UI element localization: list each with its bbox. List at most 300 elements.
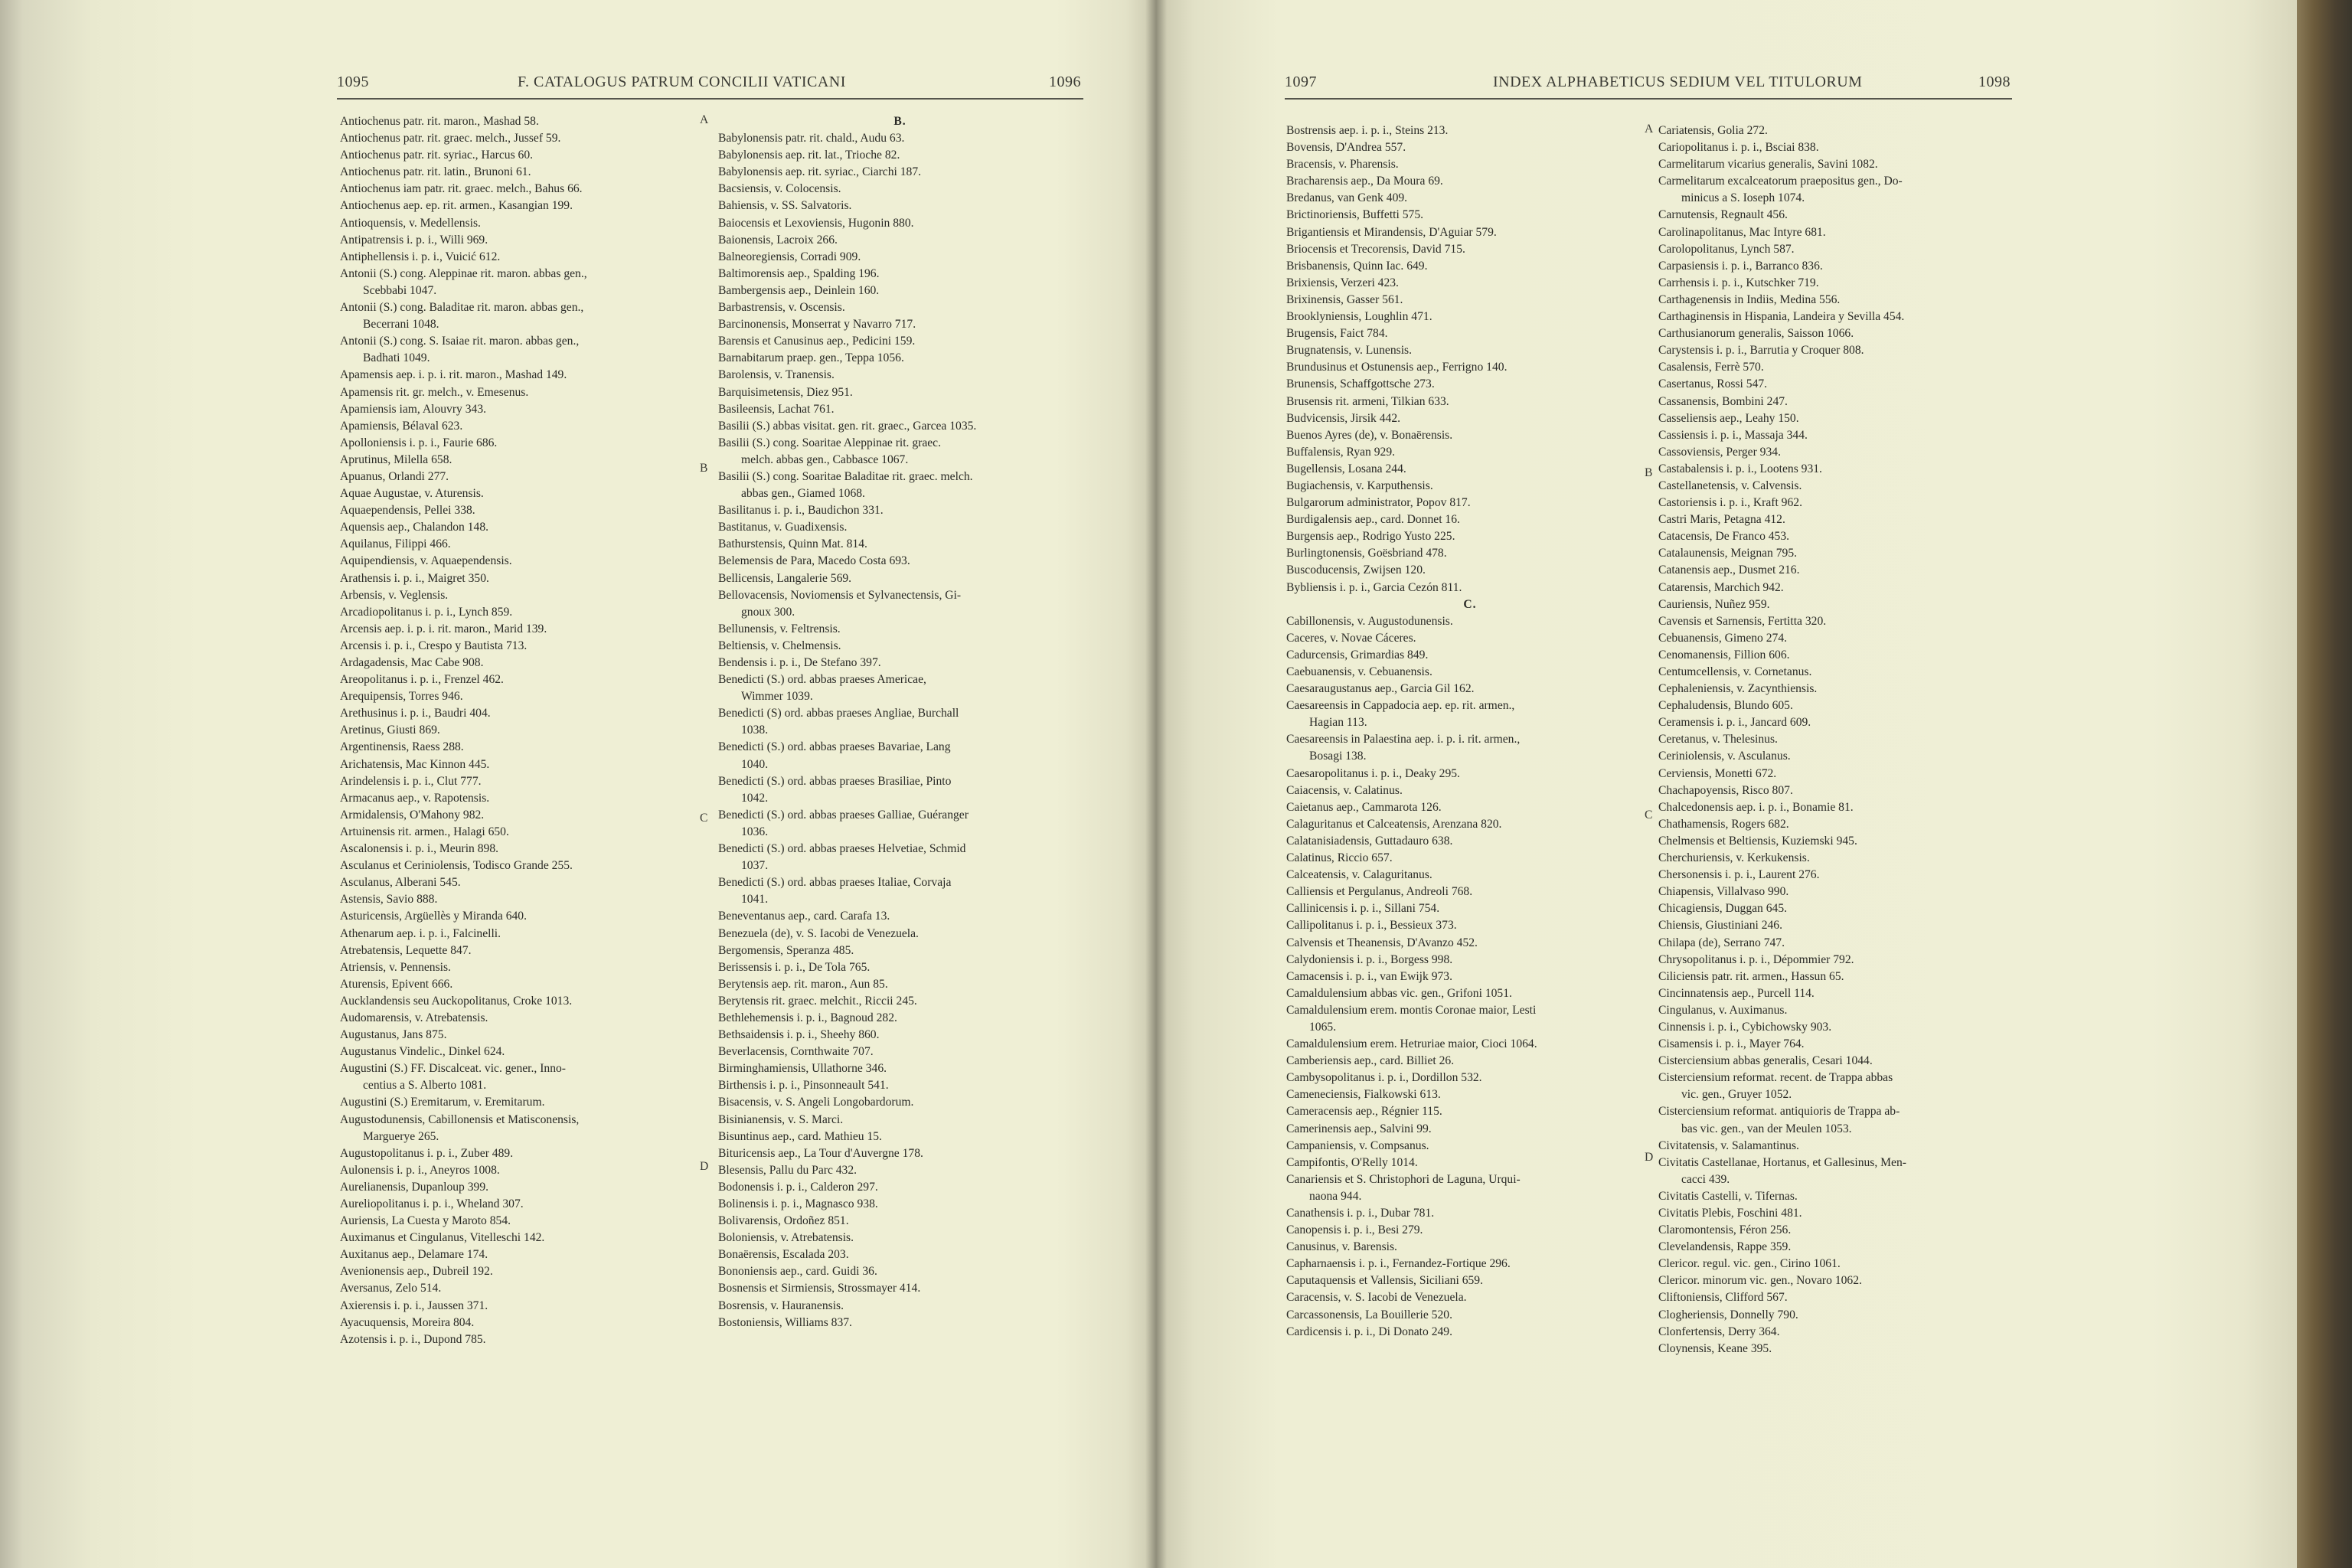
- index-entry: Babylonensis aep. rit. syriac., Ciarchi 187.: [718, 165, 922, 179]
- index-entry: Calceatensis, v. Calaguritanus.: [1286, 868, 1432, 882]
- index-entry: Cariopolitanus i. p. i., Bsciai 838.: [1658, 141, 1819, 155]
- index-entry: Benezuela (de), v. S. Iacobi de Venezuela.: [718, 926, 919, 940]
- index-entry: Castabalensis i. p. i., Lootens 931.: [1658, 462, 1822, 475]
- index-entry: Augustanus, Jans 875.: [340, 1028, 447, 1042]
- index-entry: Argentinensis, Raess 288.: [340, 740, 464, 754]
- index-entry: Civitatis Castelli, v. Tifernas.: [1658, 1189, 1798, 1203]
- index-entry: Bosrensis, v. Hauranensis.: [718, 1298, 844, 1312]
- index-entry: Cliftoniensis, Clifford 567.: [1658, 1291, 1788, 1305]
- header-rule: [337, 98, 1083, 100]
- index-entry: Bugiachensis, v. Karputhensis.: [1286, 479, 1433, 492]
- index-entry: Brundusinus et Ostunensis aep., Ferrigno 140.: [1286, 361, 1508, 374]
- page-number-1095: 1095: [337, 74, 369, 90]
- right-page-column-1: [1286, 122, 1654, 1341]
- index-entry: Civitatis Plebis, Foschini 481.: [1658, 1207, 1802, 1220]
- index-entry: Arindelensis i. p. i., Clut 777.: [340, 774, 482, 788]
- index-entry: Canusinus, v. Barensis.: [1286, 1240, 1397, 1254]
- index-entry: Bugellensis, Losana 244.: [1286, 462, 1406, 475]
- index-entry: Arbensis, v. Veglensis.: [340, 588, 449, 602]
- index-entry: Cameneciensis, Fialkowski 613.: [1286, 1088, 1441, 1102]
- margin-letter-a: A: [700, 113, 709, 126]
- index-entry: Chalcedonensis aep. i. p. i., Bonamie 81.: [1658, 800, 1854, 814]
- header-rule: [1285, 98, 2012, 100]
- index-entry: Bracensis, v. Pharensis.: [1286, 158, 1399, 172]
- index-entry: Avenionensis aep., Dubreil 192.: [340, 1265, 493, 1279]
- index-entry: Scebbabi 1047.: [363, 283, 437, 297]
- section-heading: B.: [893, 115, 906, 128]
- index-entry: Carolinapolitanus, Mac Intyre 681.: [1658, 225, 1826, 239]
- index-entry: Bybliensis i. p. i., Garcia Cezón 811.: [1286, 580, 1462, 594]
- page-number-1096: 1096: [1049, 74, 1081, 90]
- index-entry: Arathensis i. p. i., Maigret 350.: [340, 571, 489, 585]
- index-entry: Burlingtonensis, Goësbriand 478.: [1286, 547, 1447, 560]
- index-entry: Carnutensis, Regnault 456.: [1658, 208, 1788, 222]
- index-entry: Bonaërensis, Escalada 203.: [718, 1248, 849, 1262]
- index-entry: Aulonensis i. p. i., Aneyros 1008.: [340, 1163, 500, 1177]
- index-entry: Bacsiensis, v. Colocensis.: [718, 182, 841, 196]
- section-heading: C.: [1463, 597, 1477, 611]
- index-entry: Campifontis, O'Relly 1014.: [1286, 1155, 1418, 1169]
- right-page: [1156, 0, 2297, 1568]
- index-entry: Cassanensis, Bombini 247.: [1658, 394, 1788, 408]
- left-page: [0, 0, 1156, 1568]
- index-entry: Cabillonensis, v. Augustodunensis.: [1286, 614, 1453, 628]
- index-entry: Ardagadensis, Mac Cabe 908.: [340, 656, 484, 669]
- index-entry: Augustodunensis, Cabillonensis et Matisconensis,: [340, 1112, 580, 1126]
- index-entry: Caesareensis in Palaestina aep. i. p. i. rit. armen.,: [1286, 733, 1521, 746]
- index-entry: Casseliensis aep., Leahy 150.: [1658, 411, 1799, 425]
- index-entry: Chersonensis i. p. i., Laurent 276.: [1658, 868, 1820, 882]
- running-title-right: INDEX ALPHABETICUS SEDIUM VEL TITULORUM: [1493, 74, 1863, 90]
- index-entry: Asturicensis, Argüellès y Miranda 640.: [340, 910, 527, 923]
- index-entry: Bostrensis aep. i. p. i., Steins 213.: [1286, 124, 1449, 137]
- index-entry: Caesareensis in Cappadocia aep. ep. rit. armen.,: [1286, 699, 1515, 713]
- index-entry: Antonii (S.) cong. S. Isaiae rit. maron. abbas gen.,: [340, 335, 580, 348]
- index-entry: Brixiensis, Verzeri 423.: [1286, 276, 1399, 289]
- index-entry: Aurelianensis, Dupanloup 399.: [340, 1180, 489, 1194]
- index-entry: Cenomanensis, Fillion 606.: [1658, 648, 1790, 662]
- index-entry: Cassoviensis, Perger 934.: [1658, 445, 1781, 459]
- index-entry: Camaldulensium erem. Hetruriae maior, Cioci 1064.: [1286, 1037, 1537, 1051]
- index-entry: Canopensis i. p. i., Besi 279.: [1286, 1223, 1423, 1237]
- index-entry: Carystensis i. p. i., Barrutia y Croquer 808.: [1658, 344, 1864, 358]
- index-entry: Wimmer 1039.: [741, 690, 813, 704]
- index-entry: Benedicti (S.) ord. abbas praeses Brasiliae, Pinto: [718, 774, 952, 788]
- book-spine-shadow: [1145, 0, 1167, 1568]
- index-entry: abbas gen., Giamed 1068.: [741, 487, 865, 501]
- index-entry: Aversanus, Zelo 514.: [340, 1282, 442, 1295]
- index-entry: Buenos Ayres (de), v. Bonaërensis.: [1286, 428, 1453, 442]
- margin-letter-c: C: [1645, 808, 1653, 822]
- index-entry: Catanensis aep., Dusmet 216.: [1658, 564, 1800, 577]
- index-entry: Carpasiensis i. p. i., Barranco 836.: [1658, 259, 1823, 273]
- index-entry: Chiapensis, Villalvaso 990.: [1658, 885, 1789, 899]
- index-entry: Bostoniensis, Williams 837.: [718, 1315, 852, 1329]
- index-entry: Berissensis i. p. i., De Tola 765.: [718, 960, 871, 974]
- index-entry: Barensis et Canusinus aep., Pedicini 159.: [718, 335, 916, 348]
- index-entry: Basilii (S.) cong. Soaritae Baladitae rit. graec. melch.: [718, 469, 973, 483]
- index-entry: 1040.: [741, 757, 769, 771]
- index-entry: Bodonensis i. p. i., Calderon 297.: [718, 1180, 878, 1194]
- index-entry: Antiochenus iam patr. rit. graec. melch., Bahus 66.: [340, 182, 583, 196]
- index-entry: Atrebatensis, Lequette 847.: [340, 943, 472, 957]
- index-entry: Aretinus, Giusti 869.: [340, 724, 440, 737]
- index-entry: Calydoniensis i. p. i., Borgess 998.: [1286, 952, 1453, 966]
- index-entry: Athenarum aep. i. p. i., Falcinelli.: [340, 926, 501, 940]
- index-entry: Bulgarorum administrator, Popov 817.: [1286, 496, 1471, 510]
- index-entry: Catacensis, De Franco 453.: [1658, 530, 1790, 544]
- index-entry: Aureliopolitanus i. p. i., Wheland 307.: [340, 1197, 524, 1210]
- index-entry: Marguerye 265.: [363, 1129, 439, 1143]
- index-entry: Apamensis rit. gr. melch., v. Emesenus.: [340, 385, 529, 399]
- index-entry: Caracensis, v. S. Iacobi de Venezuela.: [1286, 1291, 1467, 1305]
- index-entry: Brictinoriensis, Buffetti 575.: [1286, 208, 1424, 222]
- index-entry: Cebuanensis, Gimeno 274.: [1658, 631, 1788, 645]
- index-entry: Civitatis Castellanae, Hortanus, et Gallesinus, Men-: [1658, 1155, 1906, 1169]
- index-entry: bas vic. gen., van der Meulen 1053.: [1681, 1122, 1852, 1135]
- index-entry: Cisterciensium reformat. recent. de Trappa abbas: [1658, 1071, 1893, 1085]
- index-entry: vic. gen., Gruyer 1052.: [1681, 1088, 1792, 1102]
- index-entry: Calliensis et Pergulanus, Andreoli 768.: [1286, 885, 1473, 899]
- index-entry: Antiochenus patr. rit. latin., Brunoni 61.: [340, 165, 531, 179]
- index-entry: Benedicti (S.) ord. abbas praeses Bavariae, Lang: [718, 740, 951, 754]
- index-entry: Clericor. regul. vic. gen., Cirino 1061.: [1658, 1257, 1841, 1271]
- index-entry: Bisinianensis, v. S. Marci.: [718, 1112, 844, 1126]
- index-entry: Chelmensis et Beltiensis, Kuziemski 945.: [1658, 834, 1857, 848]
- index-entry: Armacanus aep., v. Rapotensis.: [340, 791, 490, 805]
- index-entry: Benedicti (S.) ord. abbas praeses Galliae, Guéranger: [718, 808, 969, 822]
- index-entry: Brixinensis, Gasser 561.: [1286, 292, 1403, 306]
- index-entry: Astensis, Savio 888.: [340, 893, 438, 906]
- index-entry: Brigantiensis et Mirandensis, D'Aguiar 579.: [1286, 225, 1497, 239]
- index-entry: 1038.: [741, 724, 769, 737]
- index-entry: Berytensis aep. rit. maron., Aun 85.: [718, 977, 888, 991]
- index-entry: Buffalensis, Ryan 929.: [1286, 445, 1396, 459]
- index-entry: Boloniensis, v. Atrebatensis.: [718, 1231, 854, 1245]
- index-entry: Antonii (S.) cong. Aleppinae rit. maron. abbas gen.,: [340, 266, 587, 280]
- margin-letter-b: B: [1645, 466, 1653, 479]
- index-entry: Brooklyniensis, Loughlin 471.: [1286, 310, 1432, 324]
- index-entry: Castri Maris, Petagna 412.: [1658, 513, 1785, 527]
- index-entry: Benedicti (S.) ord. abbas praeses Americae,: [718, 673, 926, 687]
- index-entry: Caesaraugustanus aep., Garcia Gil 162.: [1286, 682, 1475, 696]
- index-entry: Barnabitarum praep. gen., Teppa 1056.: [718, 351, 904, 365]
- index-entry: Bendensis i. p. i., De Stefano 397.: [718, 656, 881, 669]
- index-entry: Becerrani 1048.: [363, 318, 439, 332]
- index-entry: Belemensis de Para, Macedo Costa 693.: [718, 554, 910, 568]
- index-entry: Cloynensis, Keane 395.: [1658, 1341, 1772, 1355]
- index-entry: Casertanus, Rossi 547.: [1658, 377, 1768, 391]
- index-entry: Burdigalensis aep., card. Donnet 16.: [1286, 513, 1460, 527]
- index-entry: Bracharensis aep., Da Moura 69.: [1286, 175, 1443, 188]
- index-entry: Benedicti (S.) ord. abbas praeses Helvetiae, Schmid: [718, 842, 966, 856]
- index-entry: Bellicensis, Langalerie 569.: [718, 571, 852, 585]
- index-entry: minicus a S. Ioseph 1074.: [1681, 191, 1805, 205]
- index-entry: Birminghamiensis, Ullathorne 346.: [718, 1062, 887, 1076]
- index-entry: Cephaleniensis, v. Zacynthiensis.: [1658, 682, 1818, 696]
- index-entry: Aquensis aep., Chalandon 148.: [340, 521, 489, 534]
- index-entry: Auxitanus aep., Delamare 174.: [340, 1248, 488, 1262]
- index-entry: Augustini (S.) FF. Discalceat. vic. gener., Inno-: [340, 1062, 566, 1076]
- index-entry: Calatinus, Riccio 657.: [1286, 851, 1393, 865]
- index-entry: Cadurcensis, Grimardias 849.: [1286, 648, 1429, 662]
- index-entry: Bolivarensis, Ordoñez 851.: [718, 1214, 849, 1228]
- index-entry: Armidalensis, O'Mahony 982.: [340, 808, 485, 822]
- index-entry: Cingulanus, v. Auximanus.: [1658, 1003, 1788, 1017]
- index-entry: Barquisimetensis, Diez 951.: [718, 385, 853, 399]
- index-entry: Canariensis et S. Christophori de Laguna, Urqui-: [1286, 1172, 1521, 1186]
- index-entry: Canathensis i. p. i., Dubar 781.: [1286, 1207, 1435, 1220]
- index-entry: Arcensis aep. i. p. i. rit. maron., Marid 139.: [340, 622, 547, 635]
- index-entry: Barbastrensis, v. Oscensis.: [718, 301, 845, 315]
- margin-letter-c: C: [700, 812, 708, 825]
- index-entry: Benedicti (S.) ord. abbas praeses Italiae, Corvaja: [718, 876, 952, 890]
- index-entry: Camaldulensium erem. montis Coronae maior, Lesti: [1286, 1003, 1537, 1017]
- index-entry: Bethlehemensis i. p. i., Bagnoud 282.: [718, 1011, 897, 1024]
- index-entry: Asculanus et Ceriniolensis, Todisco Grande 255.: [340, 859, 573, 873]
- index-entry: Chicagiensis, Duggan 645.: [1658, 902, 1788, 916]
- index-entry: Carolopolitanus, Lynch 587.: [1658, 242, 1795, 256]
- index-entry: Bolinensis i. p. i., Magnasco 938.: [718, 1197, 878, 1210]
- index-entry: Bredanus, van Genk 409.: [1286, 191, 1408, 205]
- index-entry: Aquipendiensis, v. Aquaependensis.: [340, 554, 512, 568]
- index-entry: Auximanus et Cingulanus, Vitelleschi 142.: [340, 1231, 545, 1245]
- index-entry: Apuanus, Orlandi 277.: [340, 469, 449, 483]
- index-entry: Arichatensis, Mac Kinnon 445.: [340, 757, 490, 771]
- index-entry: Carmelitarum excalceatorum praepositus gen., Do-: [1658, 175, 1903, 188]
- index-entry: Auriensis, La Cuesta y Maroto 854.: [340, 1214, 511, 1228]
- index-entry: Cariatensis, Golia 272.: [1658, 124, 1768, 137]
- index-entry: Cameracensis aep., Régnier 115.: [1286, 1105, 1442, 1119]
- index-entry: Camaldulensium abbas vic. gen., Grifoni 1051.: [1286, 986, 1512, 1000]
- index-entry: Caesaropolitanus i. p. i., Deaky 295.: [1286, 766, 1460, 780]
- index-entry: Ciliciensis patr. rit. armen., Hassun 65.: [1658, 969, 1844, 983]
- index-entry: Cherchuriensis, v. Kerkukensis.: [1658, 851, 1810, 865]
- index-entry: Bastitanus, v. Guadixensis.: [718, 521, 848, 534]
- index-entry: Arethusinus i. p. i., Baudri 404.: [340, 707, 491, 720]
- index-entry: Cincinnatensis aep., Purcell 114.: [1658, 986, 1815, 1000]
- index-entry: cacci 439.: [1681, 1172, 1730, 1186]
- index-entry: Clonfertensis, Derry 364.: [1658, 1325, 1780, 1338]
- index-entry: Bethsaidensis i. p. i., Sheehy 860.: [718, 1028, 880, 1042]
- index-entry: Badhati 1049.: [363, 351, 430, 365]
- index-entry: Bellovacensis, Noviomensis et Sylvanectensis, Gi-: [718, 588, 962, 602]
- index-entry: Antiochenus aep. ep. rit. armen., Kasangian 199.: [340, 199, 573, 213]
- index-entry: Blesensis, Pallu du Parc 432.: [718, 1163, 858, 1177]
- index-entry: Berytensis rit. graec. melchit., Riccii 245.: [718, 994, 917, 1008]
- index-entry: Casalensis, Ferrè 570.: [1658, 361, 1764, 374]
- index-entry: Calatanisiadensis, Guttadauro 638.: [1286, 834, 1453, 848]
- index-entry: Areopolitanus i. p. i., Frenzel 462.: [340, 673, 504, 687]
- index-entry: Clericor. minorum vic. gen., Novaro 1062.: [1658, 1274, 1862, 1288]
- index-entry: Antiochenus patr. rit. syriac., Harcus 60.: [340, 149, 534, 162]
- index-entry: Cauriensis, Nuñez 959.: [1658, 597, 1770, 611]
- index-entry: Aquae Augustae, v. Aturensis.: [340, 487, 484, 501]
- index-entry: Carthusianorum generalis, Saisson 1066.: [1658, 327, 1854, 341]
- index-entry: Bosnensis et Sirmiensis, Strossmayer 414.: [718, 1282, 921, 1295]
- index-entry: Castoriensis i. p. i., Kraft 962.: [1658, 496, 1802, 510]
- index-entry: Brisbanensis, Quinn Iac. 649.: [1286, 259, 1428, 273]
- index-entry: Arcadiopolitanus i. p. i., Lynch 859.: [340, 605, 513, 619]
- index-entry: Balneoregiensis, Corradi 909.: [718, 250, 861, 263]
- index-entry: Claromontensis, Féron 256.: [1658, 1223, 1792, 1237]
- index-entry: Carrhensis i. p. i., Kutschker 719.: [1658, 276, 1819, 289]
- index-entry: Baiocensis et Lexoviensis, Hugonin 880.: [718, 216, 914, 230]
- index-entry: Hagian 113.: [1309, 716, 1367, 730]
- index-entry: Antipatrensis i. p. i., Willi 969.: [340, 233, 488, 247]
- index-entry: Cisterciensium reformat. antiquioris de Trappa ab-: [1658, 1105, 1900, 1119]
- index-entry: Brugnatensis, v. Lunensis.: [1286, 344, 1413, 358]
- index-entry: Clevelandensis, Rappe 359.: [1658, 1240, 1792, 1254]
- index-entry: Clogheriensis, Donnelly 790.: [1658, 1308, 1798, 1321]
- index-entry: Audomarensis, v. Atrebatensis.: [340, 1011, 488, 1024]
- index-entry: Brugensis, Faict 784.: [1286, 327, 1388, 341]
- index-entry: Ayacuquensis, Moreira 804.: [340, 1315, 475, 1329]
- index-entry: Beltiensis, v. Chelmensis.: [718, 639, 841, 652]
- margin-letter-a: A: [1645, 122, 1654, 136]
- index-entry: Barcinonensis, Monserrat y Navarro 717.: [718, 318, 916, 332]
- index-entry: Civitatensis, v. Salamantinus.: [1658, 1138, 1799, 1152]
- index-entry: Basilii (S.) cong. Soaritae Aleppinae rit. graec.: [718, 436, 941, 449]
- index-entry: Catarensis, Marchich 942.: [1658, 580, 1784, 594]
- index-entry: Bellunensis, v. Feltrensis.: [718, 622, 841, 635]
- index-entry: Cinnensis i. p. i., Cybichowsky 903.: [1658, 1020, 1832, 1034]
- index-entry: Apamiensis iam, Alouvry 343.: [340, 402, 487, 416]
- left-page-column-1: [340, 113, 700, 1348]
- index-entry: Bosagi 138.: [1309, 750, 1367, 763]
- index-entry: Caiacensis, v. Calatinus.: [1286, 783, 1403, 797]
- index-entry: Beverlacensis, Cornthwaite 707.: [718, 1045, 874, 1059]
- index-entry: centius a S. Alberto 1081.: [363, 1079, 487, 1093]
- index-entry: Antiphellensis i. p. i., Vuicić 612.: [340, 250, 501, 263]
- index-entry: Bathurstensis, Quinn Mat. 814.: [718, 537, 867, 551]
- index-entry: Castellanetensis, v. Calvensis.: [1658, 479, 1802, 492]
- index-entry: Apolloniensis i. p. i., Faurie 686.: [340, 436, 498, 449]
- index-entry: Axierensis i. p. i., Jaussen 371.: [340, 1298, 488, 1312]
- index-entry: Cisterciensium abbas generalis, Cesari 1044.: [1658, 1054, 1873, 1068]
- index-entry: Cephaludensis, Blundo 605.: [1658, 699, 1793, 713]
- index-entry: Camberiensis aep., card. Billiet 26.: [1286, 1054, 1455, 1068]
- index-entry: Bisuntinus aep., card. Mathieu 15.: [718, 1129, 882, 1143]
- book-cover-edge: [2297, 0, 2352, 1568]
- index-entry: gnoux 300.: [741, 605, 795, 619]
- index-entry: Aquilanus, Filippi 466.: [340, 537, 451, 551]
- index-entry: Babylonensis patr. rit. chald., Audu 63.: [718, 132, 905, 145]
- index-entry: Budvicensis, Jirsik 442.: [1286, 411, 1401, 425]
- index-entry: Azotensis i. p. i., Dupond 785.: [340, 1332, 486, 1346]
- index-entry: Campaniensis, v. Compsanus.: [1286, 1138, 1429, 1152]
- index-entry: Artuinensis rit. armen., Halagi 650.: [340, 825, 509, 838]
- index-entry: 1036.: [741, 825, 769, 838]
- index-entry: 1037.: [741, 859, 769, 873]
- index-entry: 1041.: [741, 893, 769, 906]
- index-entry: Carthaginensis in Hispania, Landeira y Sevilla 454.: [1658, 310, 1905, 324]
- index-entry: Aprutinus, Milella 658.: [340, 452, 452, 466]
- index-entry: Atriensis, v. Pennensis.: [340, 960, 451, 974]
- index-entry: Cardicensis i. p. i., Di Donato 249.: [1286, 1325, 1452, 1338]
- index-entry: Basileensis, Lachat 761.: [718, 402, 835, 416]
- index-entry: Baionensis, Lacroix 266.: [718, 233, 838, 247]
- index-entry: Cavensis et Sarnensis, Fertitta 320.: [1658, 614, 1827, 628]
- index-entry: Cassiensis i. p. i., Massaja 344.: [1658, 428, 1808, 442]
- index-entry: Cambysopolitanus i. p. i., Dordillon 532.: [1286, 1071, 1482, 1085]
- index-entry: Antioquensis, v. Medellensis.: [340, 216, 481, 230]
- index-entry: Chiensis, Giustiniani 246.: [1658, 919, 1783, 933]
- index-entry: Ascalonensis i. p. i., Meurin 898.: [340, 842, 499, 856]
- index-entry: Baltimorensis aep., Spalding 196.: [718, 266, 880, 280]
- index-entry: Aquaependensis, Pellei 338.: [340, 504, 475, 518]
- index-entry: Caietanus aep., Cammarota 126.: [1286, 800, 1442, 814]
- index-entry: Calvensis et Theanensis, D'Avanzo 452.: [1286, 936, 1478, 949]
- index-entry: Cerviensis, Monetti 672.: [1658, 766, 1777, 780]
- index-entry: melch. abbas gen., Cabbasce 1067.: [741, 452, 909, 466]
- index-entry: Caceres, v. Novae Cáceres.: [1286, 631, 1416, 645]
- index-entry: Basilitanus i. p. i., Baudichon 331.: [718, 504, 884, 518]
- index-entry: Callipolitanus i. p. i., Bessieux 373.: [1286, 919, 1457, 933]
- index-entry: Ceretanus, v. Thelesinus.: [1658, 733, 1778, 746]
- index-entry: Beneventanus aep., card. Carafa 13.: [718, 910, 890, 923]
- index-entry: Chathamensis, Rogers 682.: [1658, 817, 1789, 831]
- index-entry: naona 944.: [1309, 1189, 1362, 1203]
- margin-letter-d: D: [1645, 1151, 1654, 1164]
- index-entry: 1065.: [1309, 1020, 1337, 1034]
- index-entry: Caebuanensis, v. Cebuanensis.: [1286, 665, 1432, 678]
- index-entry: Capharnaensis i. p. i., Fernandez-Fortique 296.: [1286, 1257, 1511, 1271]
- index-entry: Basilii (S.) abbas visitat. gen. rit. graec., Garcea 1035.: [718, 419, 977, 433]
- index-entry: Bergomensis, Speranza 485.: [718, 943, 854, 957]
- index-entry: Briocensis et Trecorensis, David 715.: [1286, 242, 1465, 256]
- index-entry: Antiochenus patr. rit. maron., Mashad 58.: [340, 115, 539, 128]
- index-entry: Carmelitarum vicarius generalis, Savini 1082.: [1658, 158, 1878, 172]
- index-entry: Antonii (S.) cong. Baladitae rit. maron. abbas gen.,: [340, 301, 584, 315]
- index-entry: Chrysopolitanus i. p. i., Dépommier 792.: [1658, 952, 1854, 966]
- index-entry: Ceramensis i. p. i., Jancard 609.: [1658, 716, 1811, 730]
- index-entry: Cisamensis i. p. i., Mayer 764.: [1658, 1037, 1805, 1051]
- index-entry: Augustini (S.) Eremitarum, v. Eremitarum.: [340, 1096, 545, 1109]
- index-entry: Bambergensis aep., Deinlein 160.: [718, 283, 880, 297]
- index-entry: Calaguritanus et Calceatensis, Arenzana 820.: [1286, 817, 1502, 831]
- index-entry: 1042.: [741, 791, 769, 805]
- index-entry: Bononiensis aep., card. Guidi 36.: [718, 1265, 877, 1279]
- index-entry: Centumcellensis, v. Cornetanus.: [1658, 665, 1812, 678]
- index-entry: Arequipensis, Torres 946.: [340, 690, 463, 704]
- margin-letter-d: D: [700, 1160, 709, 1173]
- index-entry: Bisacensis, v. S. Angeli Longobardorum.: [718, 1096, 914, 1109]
- index-entry: Camacensis i. p. i., van Ewijk 973.: [1286, 969, 1452, 983]
- index-entry: Brusensis rit. armeni, Tilkian 633.: [1286, 394, 1449, 408]
- index-entry: Chilapa (de), Serrano 747.: [1658, 936, 1785, 949]
- index-entry: Camerinensis aep., Salvini 99.: [1286, 1122, 1432, 1135]
- index-entry: Ceriniolensis, v. Asculanus.: [1658, 750, 1791, 763]
- index-entry: Chachapoyensis, Risco 807.: [1658, 783, 1793, 797]
- margin-letter-b: B: [700, 462, 708, 475]
- left-page-column-2: [718, 113, 1082, 1331]
- index-entry: Augustanus Vindelic., Dinkel 624.: [340, 1045, 505, 1059]
- index-entry: Augustopolitanus i. p. i., Zuber 489.: [340, 1146, 514, 1160]
- index-entry: Apamensis aep. i. p. i. rit. maron., Mashad 149.: [340, 368, 567, 382]
- index-entry: Bovensis, D'Andrea 557.: [1286, 141, 1406, 155]
- index-entry: Birthensis i. p. i., Pinsonneault 541.: [718, 1079, 889, 1093]
- index-entry: Apamiensis, Bélaval 623.: [340, 419, 463, 433]
- index-entry: Brunensis, Schaffgottsche 273.: [1286, 377, 1435, 391]
- index-entry: Benedicti (S) ord. abbas praeses Angliae, Burchall: [718, 707, 959, 720]
- index-entry: Barolensis, v. Tranensis.: [718, 368, 835, 382]
- index-entry: Asculanus, Alberani 545.: [340, 876, 461, 890]
- index-entry: Buscoducensis, Zwijsen 120.: [1286, 564, 1426, 577]
- index-entry: Burgensis aep., Rodrigo Yusto 225.: [1286, 530, 1455, 544]
- index-entry: Babylonensis aep. rit. lat., Trioche 82.: [718, 149, 900, 162]
- running-title-left: F. CATALOGUS PATRUM CONCILII VATICANI: [518, 74, 846, 90]
